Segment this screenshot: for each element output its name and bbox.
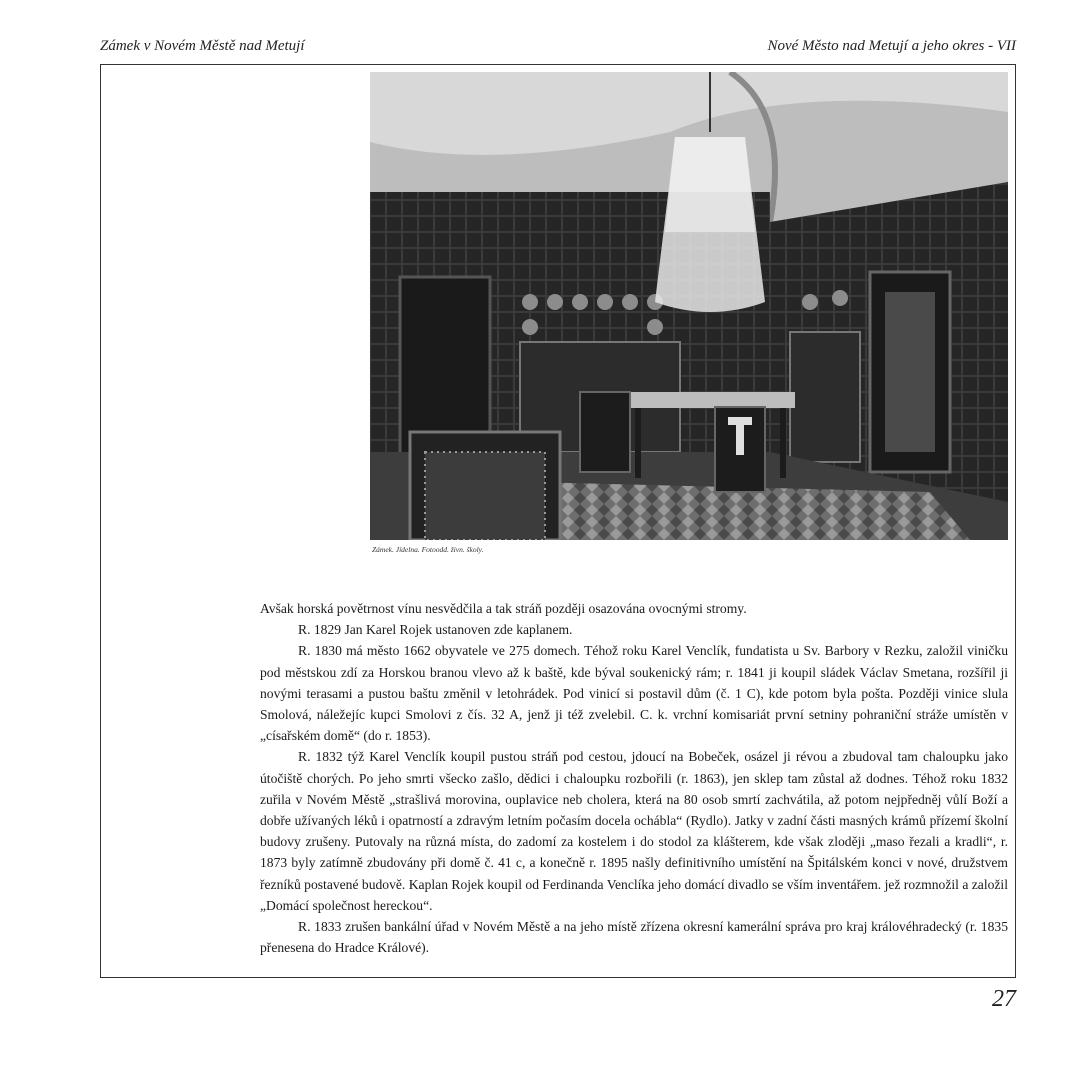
body-text xyxy=(260,598,1008,958)
header-right-title: Nové Město nad Metují a jeho okres - VII xyxy=(767,38,1016,54)
paragraph: R. 1833 zrušen bankální úřad v Novém Městě a na jeho místě zřízena okresní kamerální správa pro kraj královéhradecký (r. 1835 přenesena do Hradce Králové). xyxy=(260,919,1008,956)
paragraph: Avšak horská povětrnost vínu nesvědčila a tak stráň později osazována ovocnými stromy. xyxy=(260,601,747,616)
page-number: 27 xyxy=(992,986,1016,1012)
paragraph: R. 1829 Jan Karel Rojek ustanoven zde kaplanem. xyxy=(298,622,573,638)
photo-illustration xyxy=(370,72,1008,540)
paragraph: R. 1832 týž Karel Venclík koupil pustou stráň pod cestou, jdoucí na Bobeček, osázel ji révou a zbudoval tam chaloupku jako útočiště chorých. Po jeho smrti všecko zašlo, dědici i chaloupku rozbořili (r. 1863), jen sklep tam zůstal až dodnes. Téhož roku 1832 zuřila v Novém Městě „strašlivá morovina, ouplavice neb cholera, která na 80 osob smrtí zachvátila, až potom nejpředněj vůlí Boží a dobře užívaných léků i opatrností a zdravým letním počasím docela ochábla“ (Rydlo). Jatky v zadní části masných krámů přízemí školní budovy zrušeny. Putovaly na různá místa, do zadomí za kostelem i do stodol za klášterem, kde však zloději „maso řezali a kradli“, r. 1873 byly zatímně zbudovány při domě č. 41 c, a konečně r. 1895 našly definitivního umístění na Špitálském konci v nové, družstvem řezníků postavené budově. Kaplan Rojek koupil od Ferdinanda Venclíka jeho domácí divadlo se vším inventářem. jež rozmnožil a založil „Domácí společnost hereckou“. xyxy=(260,749,1008,913)
dining-room-photo xyxy=(370,72,1008,540)
paragraph: R. 1830 má město 1662 obyvatele ve 275 domech. Téhož roku Karel Venclík, fundatista u Sv. Barbory v Rezku, založil viničku pod městskou zdí za Horskou branou vlevo až k baště, kde býval soukenický rám; r. 1841 ji koupil sládek Václav Smetana, rozšířil ji novými terasami a pustou baštu změnil v letohrádek. Pod vinicí si postavil dům (č. 1 C), kde potom byla pošta. Později vinice slula Smolová, náležejíc kupci Smolovi z čís. 32 A, jenž ji též zvelebil. C. k. vrchní komisariát první setniny pohraniční stráže umístěn v „císařském domě“ (do r. 1853). xyxy=(260,643,1008,744)
header-left-title: Zámek v Novém Městě nad Metují xyxy=(100,38,305,54)
photo-caption: Zámek. Jídelna. Fotoodd. živn. školy. xyxy=(372,545,484,554)
